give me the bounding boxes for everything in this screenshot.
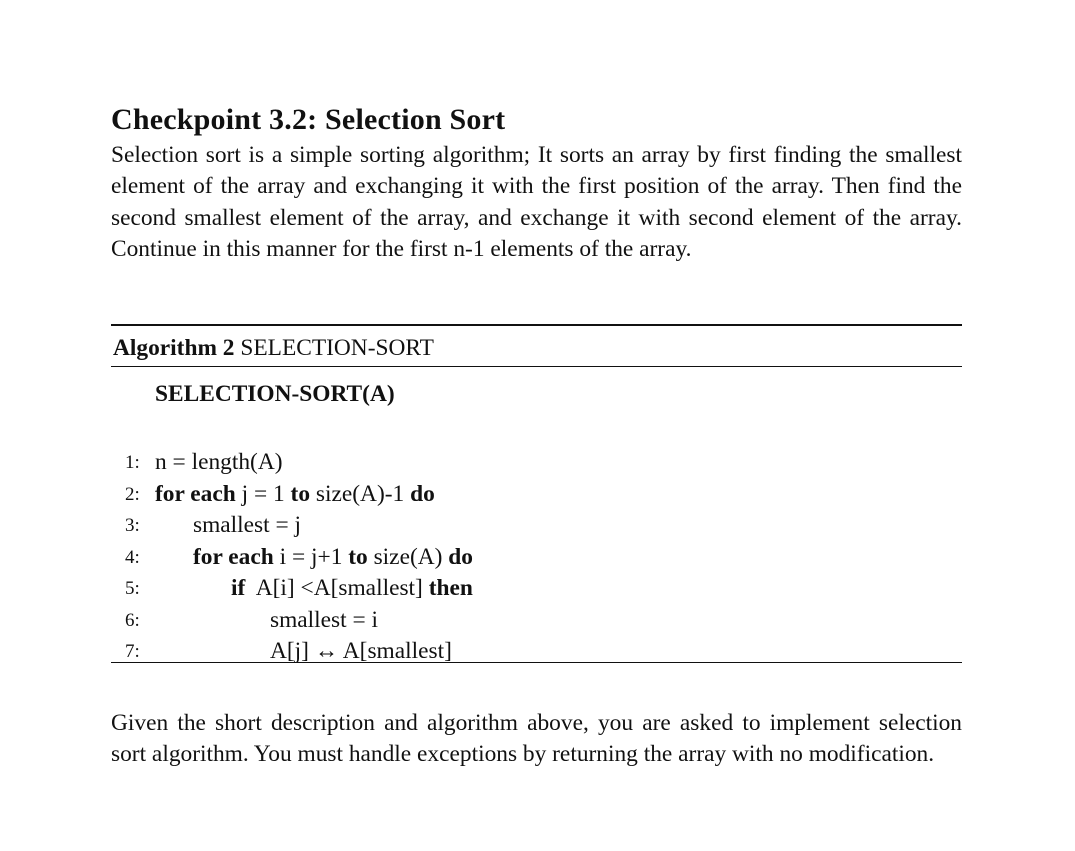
keyword: to	[348, 543, 368, 570]
line-text: size(A)-1	[310, 480, 411, 507]
keyword: for each	[155, 480, 236, 507]
intro-paragraph: Selection sort is a simple sorting algorithm; It sorts an array by first finding the smallest element of the array and exchanging it with the first position of the array. Then find the second smallest element of the array, and exchange it with second element of the array. Continue in this manner for the first n-1 elements of the array.	[111, 142, 962, 263]
line-code	[270, 636, 452, 667]
line-code	[155, 447, 283, 478]
algorithm-label: Algorithm 2	[113, 335, 235, 361]
pseudocode-lines	[111, 447, 962, 662]
closing-paragraph-block	[111, 708, 962, 771]
document-page	[111, 100, 962, 768]
line-number: 2:	[125, 483, 140, 505]
keyword: if	[231, 575, 246, 601]
line-text: A[i] <A[smallest]	[245, 575, 429, 601]
line-text: i = j+1	[273, 543, 349, 570]
line-code	[193, 542, 473, 573]
line-number: 1:	[125, 452, 140, 473]
line-text: n = length(A)	[155, 449, 283, 475]
line-text: smallest = j	[193, 512, 302, 538]
section-heading: Checkpoint 3.2: Selection Sort	[111, 103, 506, 136]
line-text: j = 1	[235, 480, 291, 507]
algorithm-caption	[111, 326, 962, 366]
line-number: 7:	[125, 641, 140, 662]
line-number: 6:	[125, 609, 140, 631]
keyword: then	[428, 575, 473, 601]
procedure-name: SELECTION-SORT(A)	[155, 381, 395, 407]
algorithm-caption-text: SELECTION-SORT	[240, 335, 434, 361]
line-text: size(A)	[367, 543, 449, 570]
line-number: 5:	[125, 578, 140, 599]
line-code	[193, 510, 301, 541]
line-code	[155, 479, 435, 510]
closing-paragraph: Given the short description and algorithm above, you are asked to implement selection sort algorithm. You must handle exceptions by returning the array with no modification.	[111, 710, 962, 768]
keyword: do	[448, 543, 473, 570]
line-code	[270, 605, 378, 636]
keyword: do	[410, 480, 435, 507]
keyword: to	[290, 480, 311, 507]
algorithm-bottom-rule	[111, 662, 962, 663]
line-text: A[j] ↔ A[smallest]	[270, 638, 452, 664]
line-number: 4:	[125, 546, 140, 568]
keyword: for each	[193, 543, 274, 570]
line-code	[231, 573, 473, 604]
line-text: smallest = i	[270, 606, 379, 633]
line-number: 3:	[125, 515, 140, 536]
algorithm-box	[111, 324, 962, 663]
